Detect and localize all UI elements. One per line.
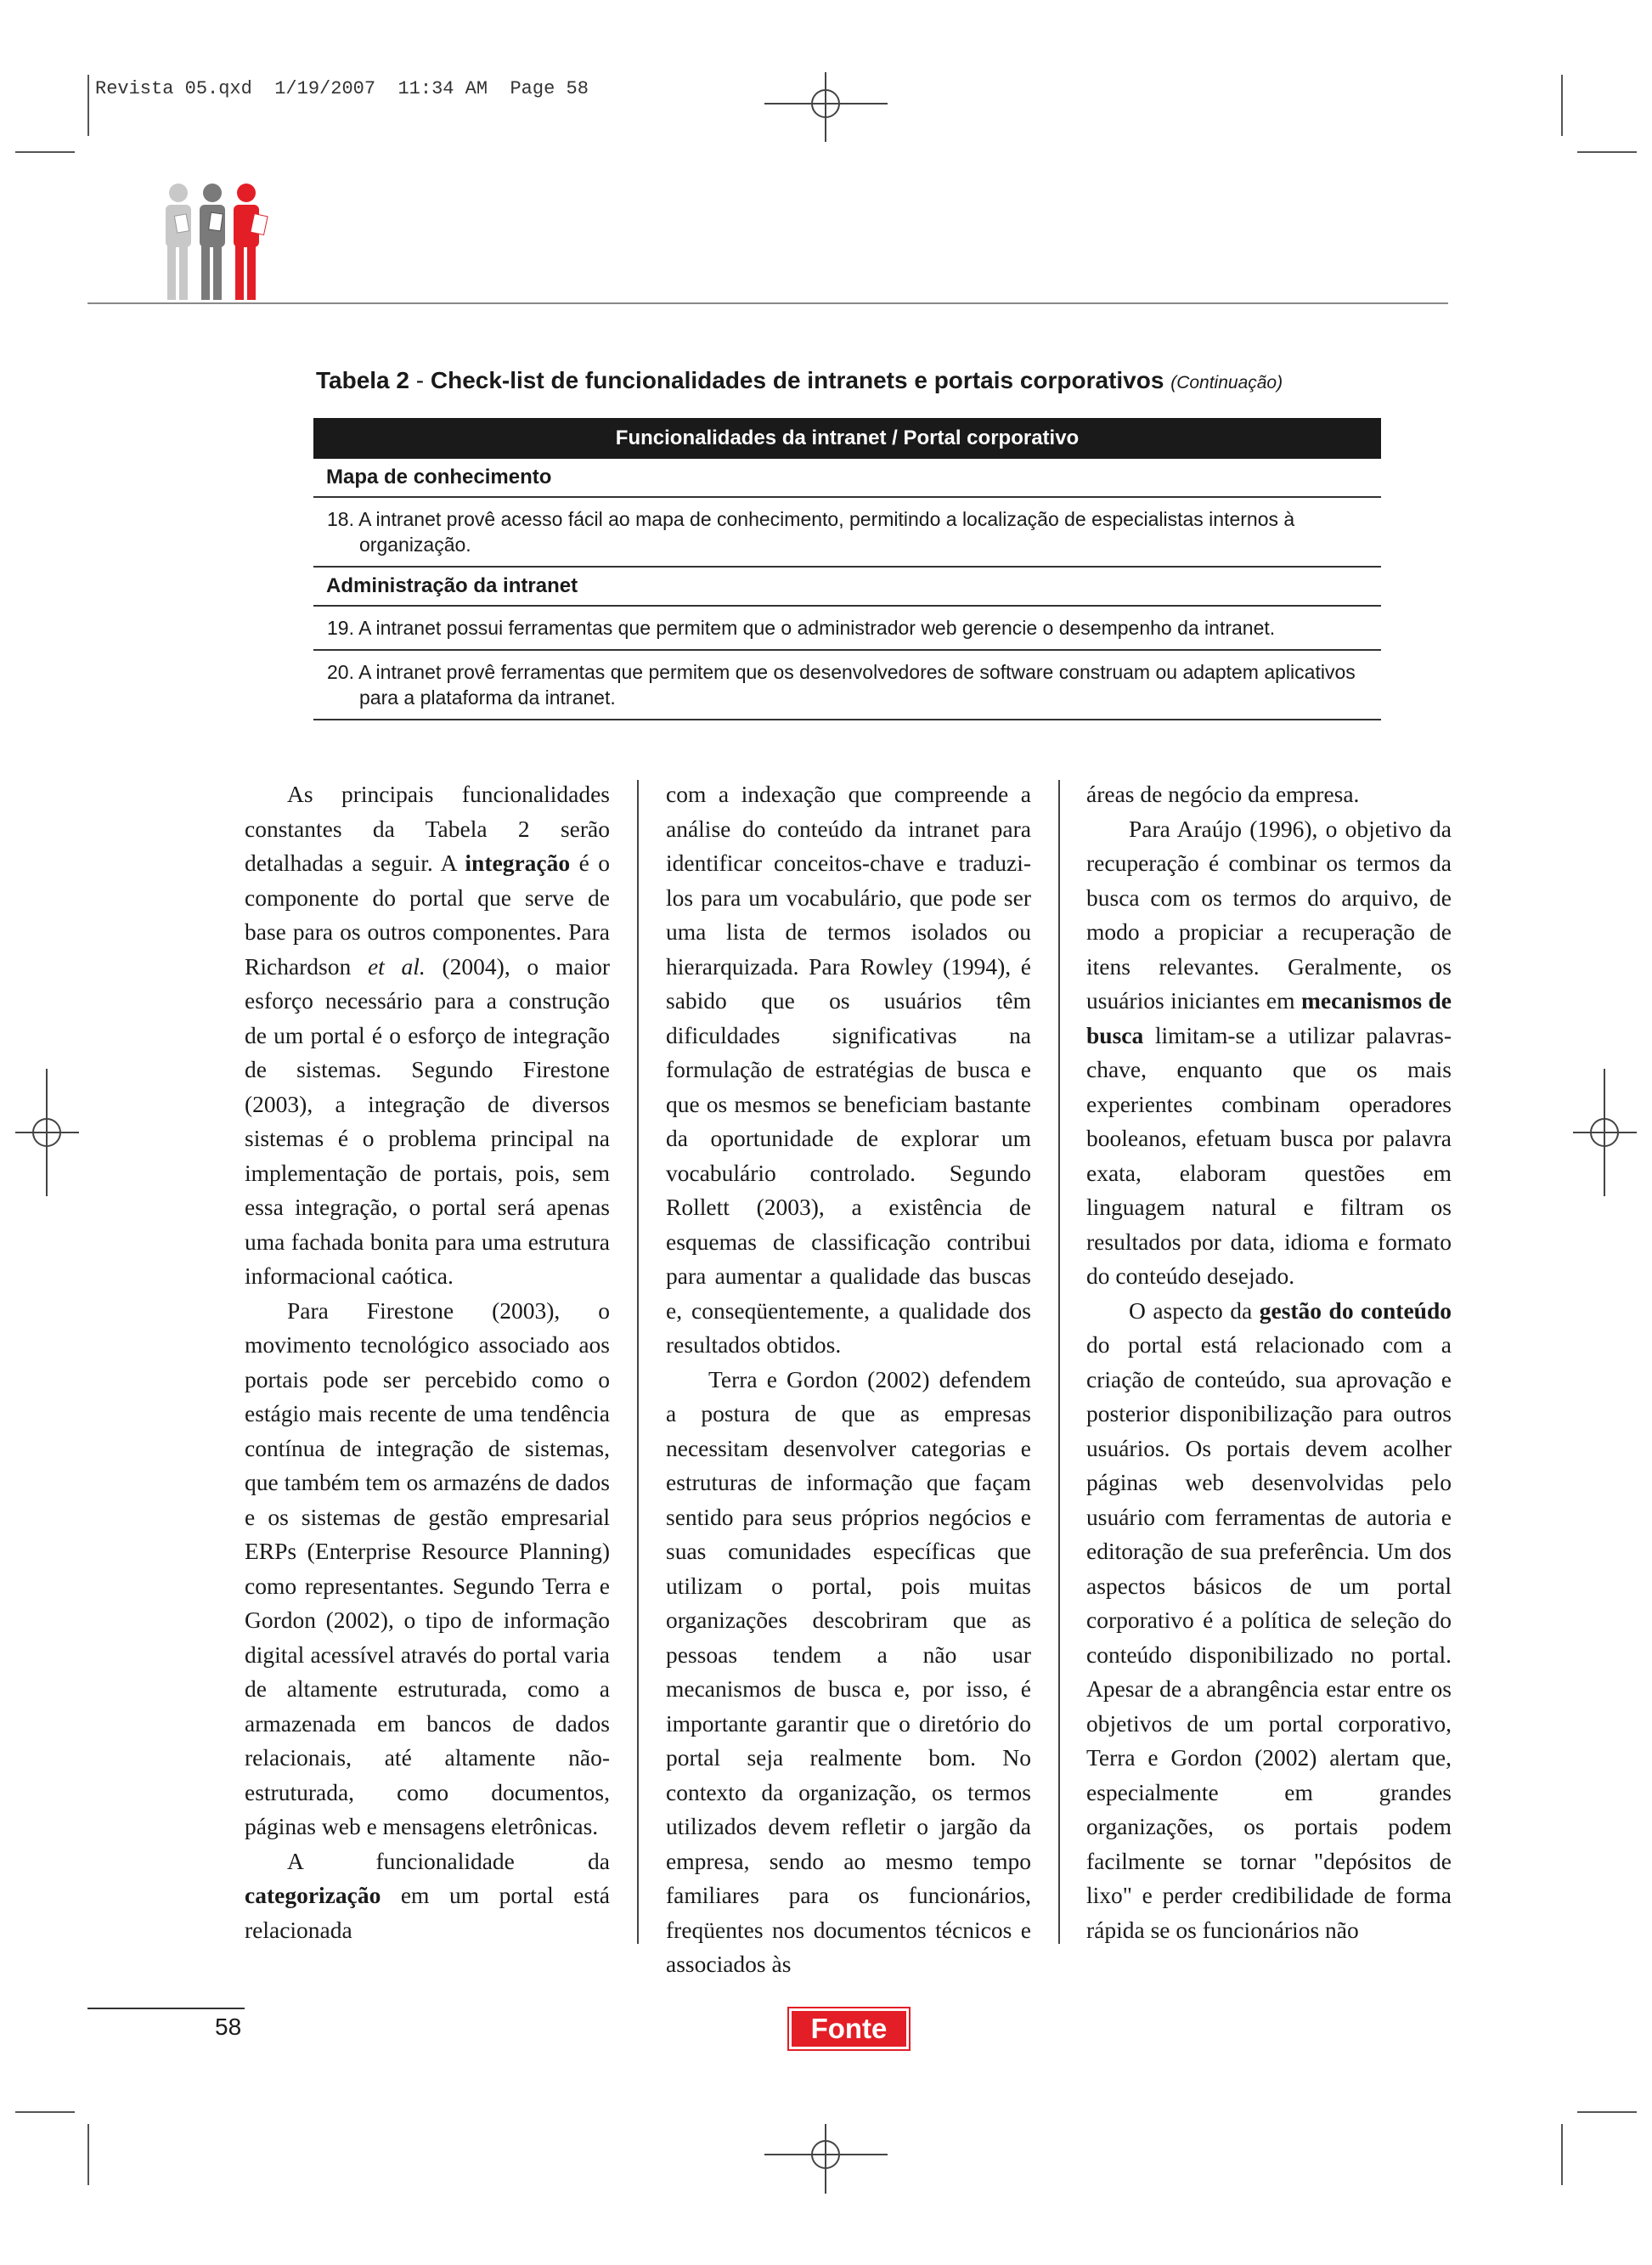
registration-mark-top	[764, 72, 888, 142]
paragraph	[1086, 812, 1452, 1294]
table-caption-title: Check-list de funcionalidades de intranets e portais corporativos	[430, 367, 1164, 393]
text-run: limitam-se a utilizar palavras-chave, enquanto que os mais experientes combinam operadores booleanos, efetuam busca por palavra exata, elaboram questões em linguagem natural e filtram os resultados por data, idioma e formato do conteúdo desejado.	[1086, 1021, 1452, 1289]
text-column-1	[245, 777, 610, 1947]
table-caption-label: Tabela 2	[316, 367, 409, 393]
text-column-3	[1086, 777, 1452, 1947]
bold-term: mecanismos de busca	[1086, 987, 1452, 1048]
text-run: As principais funcionalidades constantes da Tabela 2 serão detalhadas a seguir. A	[245, 781, 610, 876]
text-run: do portal está relacionado com a criação de conteúdo, sua aprovação e posterior disponibilização para outros usuários. Os portais devem acolher páginas web desenvolvidas pelo usuário com ferramentas de autoria e editoração de sua preferência. Um dos aspectos básicos de um portal corporativo é a política de seleção do conteúdo disponibilizado no portal. Apesar de a abrangência estar entre os objetivos de um portal corporativo, Terra e Gordon (2002) alertam que, especialmente em grandes organizações, os portais podem facilmente se tornar "depósitos de lixo" e perder credibilidade de forma rápida se os funcionários não	[1086, 1331, 1452, 1943]
paragraph	[245, 777, 610, 1294]
text-run: O aspecto da	[1129, 1296, 1260, 1324]
bold-term: gestão do conteúdo	[1259, 1296, 1452, 1324]
column-divider	[1058, 780, 1060, 1944]
crop-mark-top-left-h	[15, 151, 75, 153]
page-number: 58	[215, 2014, 242, 2040]
bold-term: integração	[465, 850, 571, 876]
text-run: (2004), o maior esforço necessário para a construção de um portal é o esforço de integração de sistemas. Segundo Firestone (2003), a integração de diversos sistemas é o problema principal na implementação de portais, pois, sem essa integração, o portal será apenas uma fachada bonita para uma estrutura informacional caótica.	[245, 952, 610, 1289]
bold-term: categorização	[245, 1882, 381, 1908]
text-run: A funcionalidade da	[287, 1847, 610, 1874]
checklist-table	[313, 418, 1381, 720]
column-divider	[637, 780, 639, 1944]
text-run: em um portal está relacionada	[245, 1882, 610, 1943]
table-row: 19. A intranet possui ferramentas que permitem que o administrador web gerencie o desempenho da intranet.	[313, 607, 1381, 651]
crop-mark-bottom-left-v	[87, 2124, 89, 2185]
table-row: 20. A intranet provê ferramentas que permitem que os desenvolvedores de software construam ou adaptem aplicativos para a plataforma da intranet.	[313, 651, 1381, 720]
table-row: 18. A intranet provê acesso fácil ao mapa de conhecimento, permitindo a localização de especialistas internos à organização.	[313, 498, 1381, 568]
crop-mark-bottom-right-h	[1577, 2111, 1637, 2113]
text-run: é o componente do portal que serve de base para os outros componentes. Para Richardson	[245, 850, 610, 980]
fonte-logo: Fonte	[789, 2008, 909, 2049]
crop-mark-bottom-right-v	[1561, 2124, 1563, 2185]
text-column-2	[666, 777, 1031, 1982]
table-section-heading: Administração da intranet	[313, 568, 1381, 607]
footer-rule	[87, 2008, 245, 2009]
table-section-heading: Mapa de conhecimento	[313, 459, 1381, 498]
paragraph: com a indexação que compreende a análise do conteúdo da intranet para identificar conceitos-chave e traduzi-los para um vocabulário, que pode ser uma lista de termos isolados ou hierarquizada. Para Rowley (1994), é sabido que os usuários têm dificuldades significativas na formulação de estratégias de busca e que os mesmos se beneficiam bastante da oportunidade de explorar um vocabulário controlado. Segundo Rollett (2003), a existência de esquemas de classificação contribui para aumentar a qualidade das buscas e, conseqüentemente, a qualidade dos resultados obtidos.	[666, 781, 1031, 1358]
italic-term: et al.	[367, 952, 426, 980]
crop-mark-top-right-v	[1561, 75, 1563, 136]
paragraph	[1086, 1294, 1452, 1948]
table-caption-separator: -	[409, 367, 431, 393]
registration-mark-left	[15, 1069, 79, 1196]
table-header: Funcionalidades da intranet / Portal corporativo	[313, 418, 1381, 459]
crop-mark-top-left-v	[87, 75, 89, 136]
table-caption	[316, 367, 1420, 394]
crop-mark-bottom-left-h	[15, 2111, 75, 2113]
header-rule	[87, 302, 1448, 304]
paragraph: Para Firestone (2003), o movimento tecnológico associado aos portais pode ser percebido como o estágio mais recente de uma tendência contínua de integração de sistemas, que também tem os armazéns de dados e os sistemas de gestão empresarial ERPs (Enterprise Resource Planning) como representantes. Segundo Terra e Gordon (2002), o tipo de informação digital acessível através do portal varia de altamente estruturada, como a armazenada em bancos de dados relacionais, até altamente não-estruturada, como documentos, páginas web e mensagens eletrônicas.	[245, 1296, 610, 1839]
paragraph: áreas de negócio da empresa.	[1086, 781, 1360, 807]
printer-slug: Revista 05.qxd 1/19/2007 11:34 AM Page 58	[95, 78, 589, 99]
text-run: Para Araújo (1996), o objetivo da recuperação é combinar os termos da busca com os termos do arquivo, de modo a propiciar a recuperação de itens relevantes. Geralmente, os usuários iniciantes em	[1086, 815, 1452, 1014]
people-logo-icon	[157, 183, 285, 302]
crop-mark-top-right-h	[1577, 151, 1637, 153]
table-caption-continuation: (Continuação)	[1170, 373, 1283, 393]
paragraph: Terra e Gordon (2002) defendem a postura de que as empresas necessitam desenvolver categorias e estruturas de informação que façam sentido para seus próprios negócios e suas comunidades específicas que utilizam o portal, pois muitas organizações descobriram que as pessoas tendem a não usar mecanismos de busca e, por isso, é importante garantir que o diretório do portal seja realmente bom. No contexto da organização, os termos utilizados devem refletir o jargão da empresa, sendo ao mesmo tempo familiares para os funcionários, freqüentes nos documentos técnicos e associados às	[666, 1365, 1031, 1977]
registration-mark-right	[1573, 1069, 1637, 1196]
paragraph	[245, 1844, 610, 1948]
registration-mark-bottom	[764, 2124, 888, 2194]
